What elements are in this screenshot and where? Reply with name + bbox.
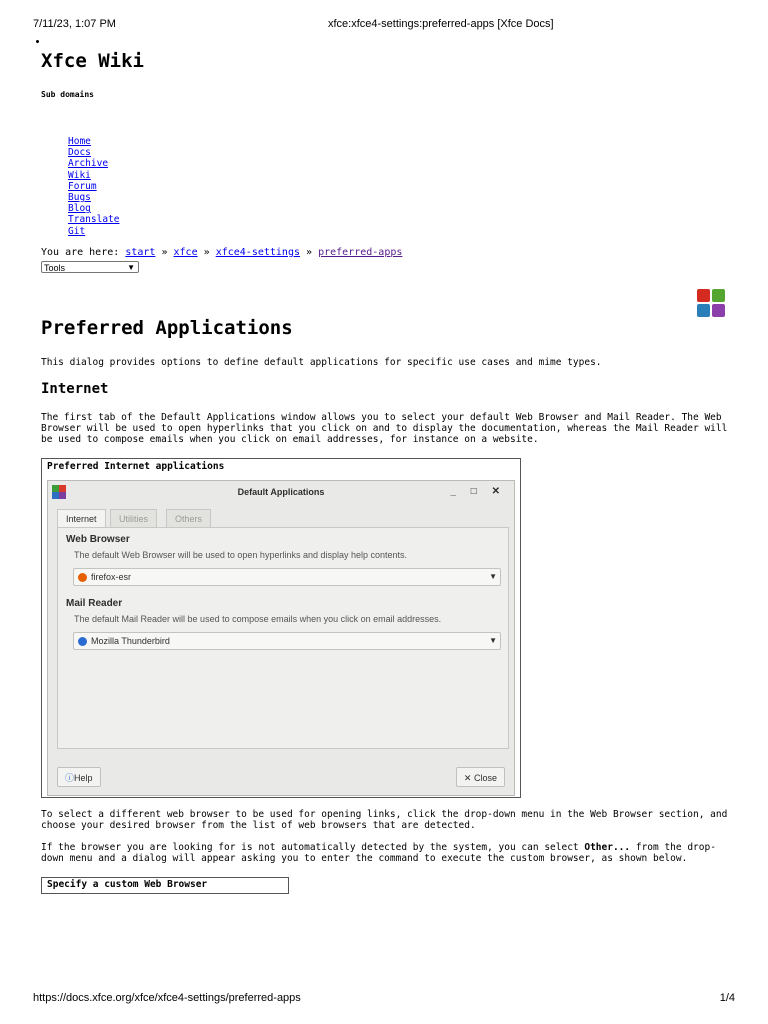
mail-reader-value: Mozilla Thunderbird (91, 636, 170, 646)
window-title: Default Applications (237, 487, 325, 497)
internet-paragraph: The first tab of the Default Applications window allows you to select your default Web Browser and Mail Reader. The Web Browser will be used to open hyperlinks that you click on and to display the documentation, whereas the Mail Reader will be used to compose emails when you click on email addresses, for instance on a website. (41, 412, 728, 445)
bullet-dot (36, 40, 39, 43)
print-date: 7/11/23, 1:07 PM (33, 18, 116, 30)
site-title[interactable]: Xfce Wiki (41, 50, 144, 72)
breadcrumb-sep: » (161, 247, 168, 258)
other-option-label: Other... (584, 842, 631, 853)
help-label: Help (74, 773, 93, 783)
section-heading-internet: Internet (41, 381, 109, 397)
web-browser-heading: Web Browser (66, 534, 130, 545)
window-controls[interactable]: _ □ ✕ (450, 486, 506, 497)
mail-reader-combo[interactable] (73, 632, 501, 650)
breadcrumb-xfce[interactable]: xfce (173, 247, 198, 258)
chevron-down-icon: ▼ (127, 263, 135, 272)
web-browser-value: firefox-esr (91, 572, 132, 582)
nav-link-archive[interactable]: Archive (68, 158, 109, 170)
web-browser-desc: The default Web Browser will be used to open hyperlinks and display help contents. (74, 550, 408, 560)
chevron-down-icon: ▼ (489, 572, 497, 581)
nav-link-bugs[interactable]: Bugs (68, 192, 91, 204)
paragraph-choose-browser: To select a different web browser to be used for opening links, click the drop-down menu in the Web Browser section, and choose your desired browser from the list of web browsers that are detected. (41, 809, 728, 831)
breadcrumb-start[interactable]: start (125, 247, 156, 258)
paragraph-custom-browser (41, 842, 731, 864)
nav-link-home[interactable]: Home (68, 136, 91, 147)
print-footer-url: https://docs.xfce.org/xfce/xfce4-settings/preferred-apps (33, 992, 301, 1004)
intro-paragraph: This dialog provides options to define default applications for specific use cases and mime types. (41, 357, 602, 368)
print-page-number: 1/4 (719, 992, 735, 1004)
logo-tile-blue (697, 304, 710, 317)
help-icon: ⓘ (65, 773, 75, 783)
close-button[interactable] (456, 767, 505, 787)
close-label: Close (473, 773, 497, 783)
breadcrumb (41, 247, 402, 258)
nav-link-translate[interactable]: Translate (68, 214, 120, 226)
chevron-down-icon: ▼ (489, 636, 497, 645)
xfce-docs-logo-icon (697, 289, 725, 317)
figure-caption: Preferred Internet applications (47, 461, 225, 472)
breadcrumb-sep: » (306, 247, 313, 258)
default-applications-window (47, 480, 515, 796)
tab-internet[interactable]: Internet (57, 509, 106, 528)
figure-preferred-internet-apps (41, 458, 521, 798)
site-nav (68, 136, 119, 237)
para3-text-c: from the drop-down menu and a dialog will appear asking you to enter the command to execute the custom browser, as shown below. (41, 842, 716, 864)
tools-select-label: Tools (44, 263, 66, 273)
help-button[interactable] (57, 767, 101, 787)
mail-reader-heading: Mail Reader (66, 598, 123, 609)
figure-caption-custom-browser: Specify a custom Web Browser (41, 877, 289, 894)
tools-select[interactable] (41, 261, 139, 273)
logo-tile-red (697, 289, 710, 302)
para3-text-a: If the browser you are looking for is not automatically detected by the system, you can select (41, 842, 585, 853)
subdomains-label: Sub domains (41, 90, 94, 99)
window-titlebar (48, 481, 514, 503)
nav-link-forum[interactable]: Forum (68, 180, 97, 192)
tab-others[interactable]: Others (166, 509, 211, 527)
nav-link-docs[interactable]: Docs (68, 147, 91, 159)
nav-link-git[interactable]: Git (68, 225, 86, 237)
page-title: Preferred Applications (41, 317, 293, 339)
mail-reader-desc: The default Mail Reader will be used to compose emails when you click on email addresses. (74, 614, 442, 624)
nav-link-blog[interactable]: Blog (68, 203, 91, 215)
internet-panel (57, 527, 509, 749)
breadcrumb-sep: » (203, 247, 210, 258)
breadcrumb-preferred-apps[interactable]: preferred-apps (318, 247, 403, 258)
nav-link-wiki[interactable]: Wiki (68, 169, 91, 181)
breadcrumb-prefix: You are here: (41, 247, 120, 258)
close-icon: ✕ (463, 773, 472, 783)
print-title: xfce:xfce4-settings:preferred-apps [Xfce Docs] (328, 18, 554, 30)
tab-utilities[interactable]: Utilities (110, 509, 157, 527)
thunderbird-icon (78, 637, 87, 646)
web-browser-combo[interactable] (73, 568, 501, 586)
logo-tile-purple (712, 304, 725, 317)
breadcrumb-xfce4-settings[interactable]: xfce4-settings (215, 247, 300, 258)
logo-tile-green (712, 289, 725, 302)
firefox-icon (78, 573, 87, 582)
